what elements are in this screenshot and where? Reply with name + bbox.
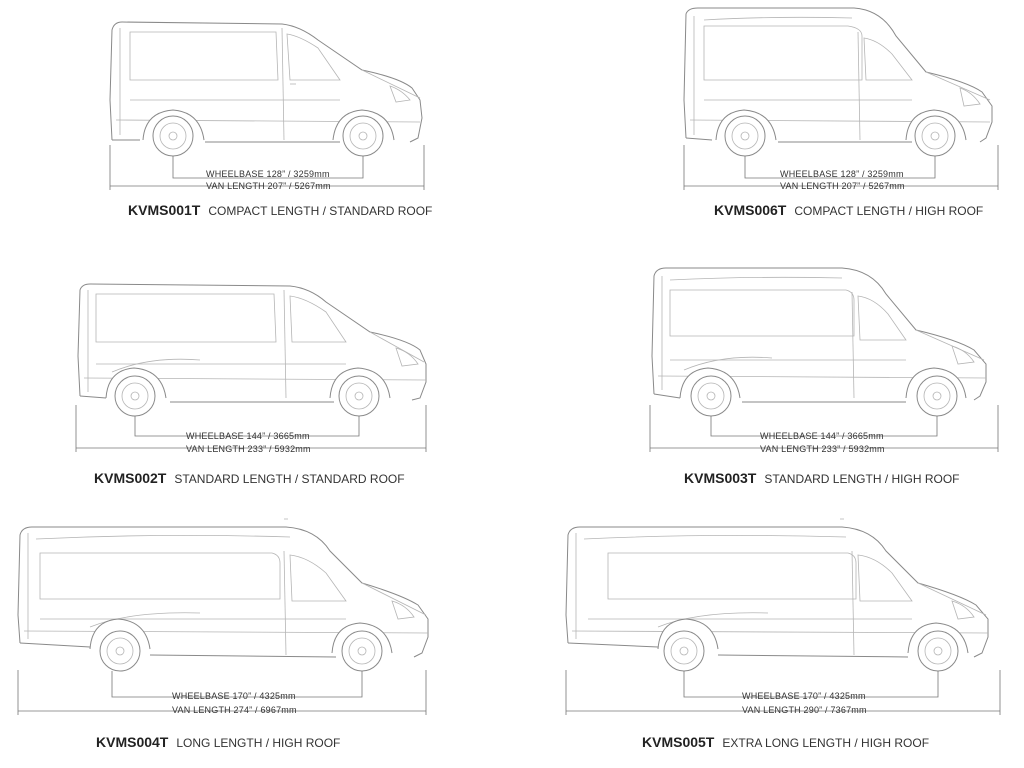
- van-side-profile-icon: [512, 260, 1024, 460]
- wheelbase-label: WHEELBASE 144” / 3665mm: [760, 431, 884, 441]
- van-side-profile-icon: [0, 260, 512, 460]
- van-side-profile-icon: [512, 0, 1024, 200]
- variant-description: STANDARD LENGTH / HIGH ROOF: [764, 472, 960, 486]
- wheelbase-label: WHEELBASE 128” / 3259mm: [780, 169, 904, 179]
- variant-caption: [94, 470, 405, 488]
- variant-description: LONG LENGTH / HIGH ROOF: [176, 736, 341, 750]
- variant-caption: [684, 470, 959, 488]
- wheelbase-label: WHEELBASE 170” / 4325mm: [172, 691, 296, 701]
- variant-code: KVMS004T: [96, 734, 169, 750]
- variant-code: KVMS001T: [128, 202, 201, 218]
- variant-panel-kvms003t: [512, 260, 1024, 510]
- variant-code: KVMS003T: [684, 470, 757, 486]
- variant-description: COMPACT LENGTH / STANDARD ROOF: [208, 204, 433, 218]
- variant-description: EXTRA LONG LENGTH / HIGH ROOF: [722, 736, 930, 750]
- variant-description: STANDARD LENGTH / STANDARD ROOF: [174, 472, 405, 486]
- variant-caption: [96, 734, 340, 752]
- variant-panel-kvms002t: [0, 260, 512, 510]
- van-length-label: VAN LENGTH 207” / 5267mm: [206, 181, 331, 191]
- van-length-label: VAN LENGTH 233” / 5932mm: [186, 444, 311, 454]
- wheelbase-label: WHEELBASE 128” / 3259mm: [206, 169, 330, 179]
- variant-description: COMPACT LENGTH / HIGH ROOF: [794, 204, 984, 218]
- variant-panel-kvms001t: [0, 0, 512, 250]
- van-length-label: VAN LENGTH 207” / 5267mm: [780, 181, 905, 191]
- variant-panel-kvms004t: [0, 515, 512, 768]
- variant-caption: [642, 734, 929, 752]
- wheelbase-label: WHEELBASE 170” / 4325mm: [742, 691, 866, 701]
- variant-panel-kvms005t: [512, 515, 1024, 768]
- variant-code: KVMS006T: [714, 202, 787, 218]
- variant-caption: [128, 202, 432, 220]
- van-length-label: VAN LENGTH 290” / 7367mm: [742, 705, 867, 715]
- van-length-label: VAN LENGTH 274” / 6967mm: [172, 705, 297, 715]
- variant-caption: [714, 202, 983, 220]
- variant-code: KVMS005T: [642, 734, 715, 750]
- variant-code: KVMS002T: [94, 470, 167, 486]
- variant-panel-kvms006t: [512, 0, 1024, 250]
- van-length-label: VAN LENGTH 233” / 5932mm: [760, 444, 885, 454]
- wheelbase-label: WHEELBASE 144” / 3665mm: [186, 431, 310, 441]
